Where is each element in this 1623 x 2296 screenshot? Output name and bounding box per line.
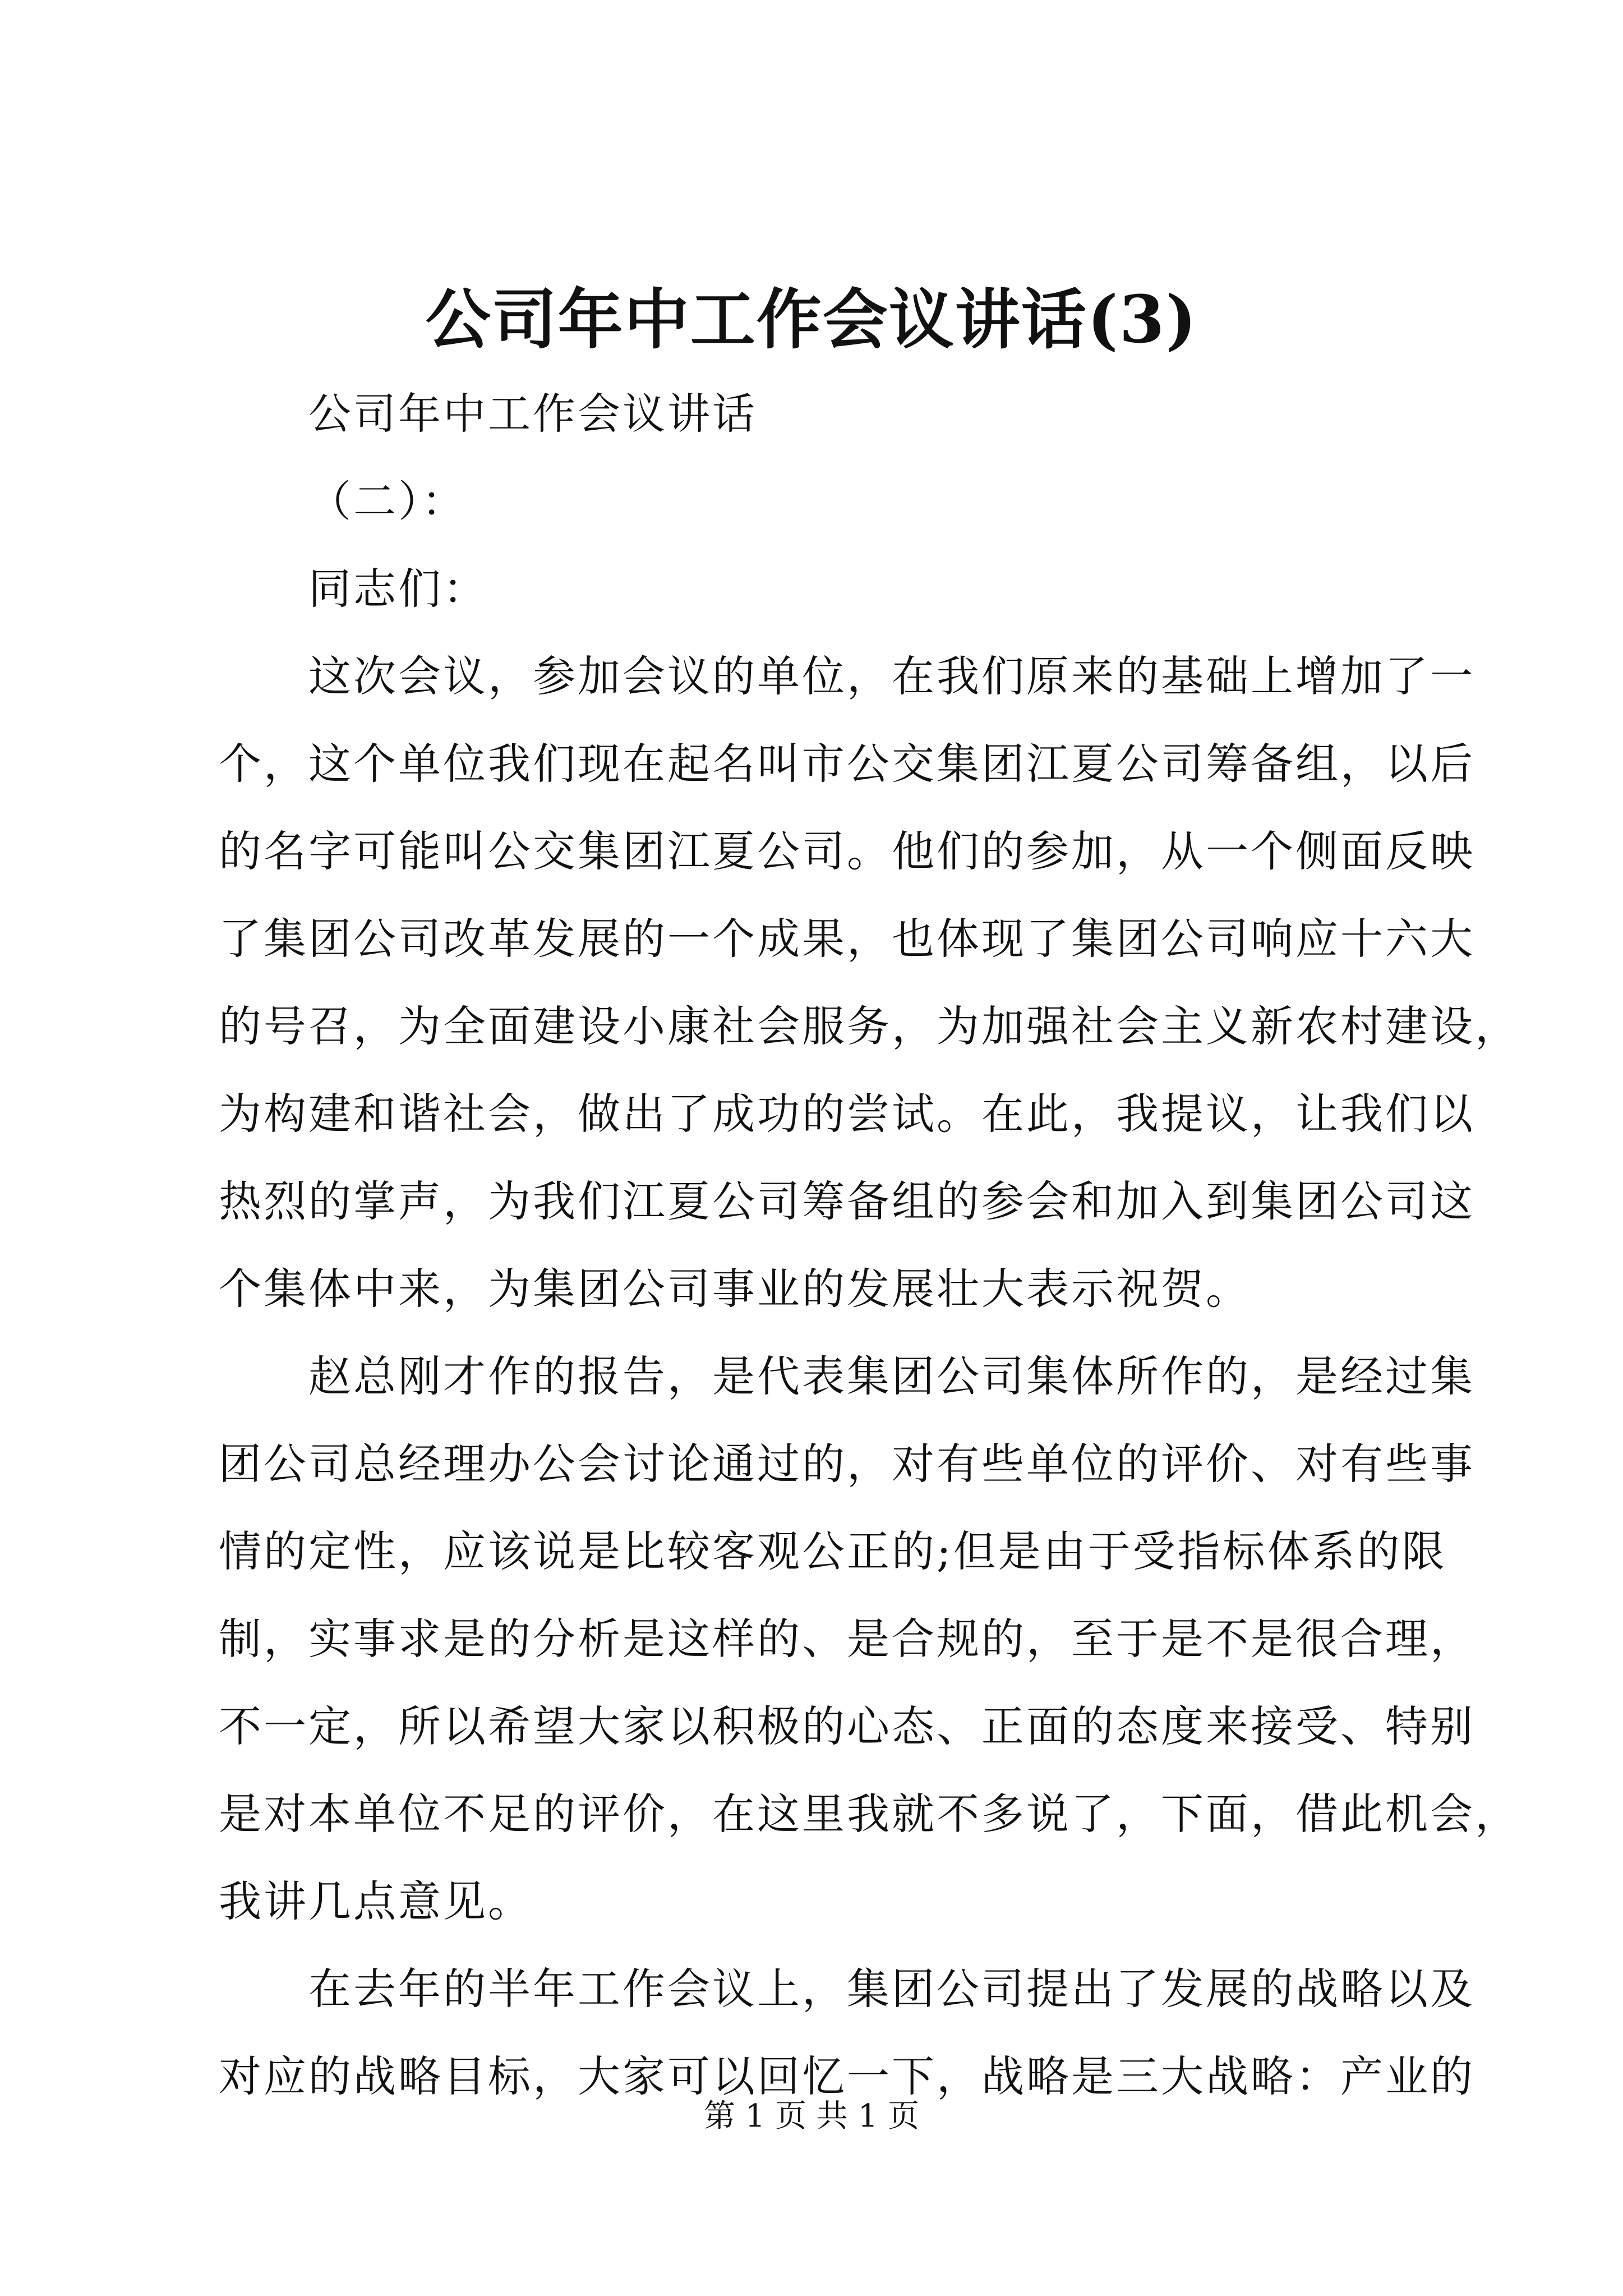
text-line: 这次会议，参加会议的单位，在我们原来的基础上增加了一 [308, 651, 1475, 701]
text-line: 在去年的半年工作会议上，集团公司提出了发展的战略以及 [308, 1964, 1475, 2014]
text-line: 个集体中来，为集团公司事业的发展壮大表示祝贺。 [219, 1264, 1251, 1314]
text-line: 团公司总经理办公会讨论通过的，对有些单位的评价、对有些事 [219, 1439, 1475, 1489]
page-footer: 第 1 页 共 1 页 [703, 2098, 920, 2134]
text-line: 赵总刚才作的报告，是代表集团公司集体所作的，是经过集 [308, 1351, 1475, 1401]
text-line: 情的定性，应该说是比较客观公正的;但是由于受指标体系的限 [219, 1526, 1447, 1576]
document-title: 公司年中工作会议讲话(3) [425, 282, 1198, 358]
text-line: 热烈的掌声，为我们江夏公司筹备组的参会和加入到集团公司这 [219, 1176, 1475, 1226]
document-body [219, 370, 1520, 2120]
text-line: 不一定，所以希望大家以积极的心态、正面的态度来接受、特别 [219, 1701, 1475, 1751]
text-line: 是对本单位不足的评价，在这里我就不多说了，下面，借此机会， [219, 1789, 1520, 1839]
text-line: 了集团公司改革发展的一个成果，也体现了集团公司响应十六大 [219, 914, 1475, 964]
text-line: 为构建和谐社会，做出了成功的尝试。在此，我提议，让我们以 [219, 1089, 1475, 1139]
text-line: 公司年中工作会议讲话 [308, 389, 757, 439]
text-line: 我讲几点意见。 [219, 1876, 533, 1926]
text-line: （二）： [308, 476, 467, 526]
text-line: 个，这个单位我们现在起名叫市公交集团江夏公司筹备组，以后 [219, 739, 1475, 789]
text-line: 的名字可能叫公交集团江夏公司。他们的参加，从一个侧面反映 [219, 826, 1475, 876]
text-line: 同志们： [308, 564, 488, 614]
text-line: 制，实事求是的分析是这样的、是合规的，至于是不是很合理， [219, 1614, 1475, 1664]
text-line: 的号召，为全面建设小康社会服务，为加强社会主义新农村建设， [219, 1001, 1520, 1051]
text-line: 对应的战略目标，大家可以回忆一下，战略是三大战略：产业的 [219, 2051, 1475, 2101]
